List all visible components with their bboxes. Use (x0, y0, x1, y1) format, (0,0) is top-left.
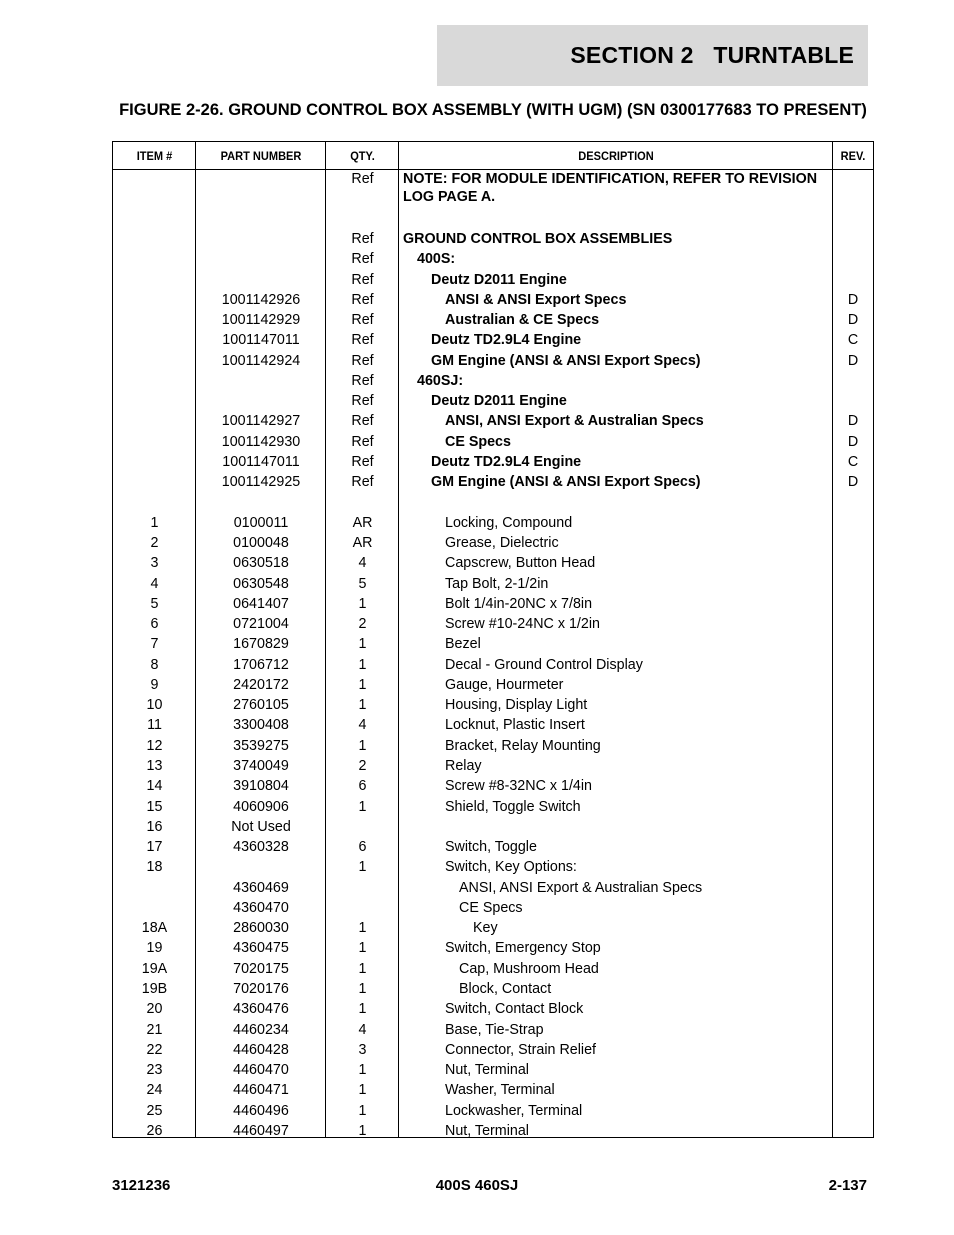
table-row (113, 1020, 873, 1040)
table-row (113, 553, 873, 573)
description-cell: Australian & CE Specs (445, 312, 600, 329)
section-header-box (437, 25, 868, 86)
qty-cell: 1 (358, 737, 367, 754)
qty-cell: 6 (358, 778, 367, 795)
qty-cell: 1 (358, 920, 367, 937)
table-row (113, 290, 873, 310)
rev-cell: D (847, 413, 859, 430)
qty-cell: 2 (358, 758, 367, 775)
qty-cell: Ref (351, 453, 374, 470)
description-cell: Gauge, Hourmeter (445, 676, 564, 693)
description-cell: Block, Contact (459, 980, 552, 997)
item-number-cell: 8 (150, 656, 159, 673)
table-row (113, 898, 873, 918)
qty-cell: Ref (351, 474, 374, 491)
header-qty: QTY. (350, 149, 375, 163)
part-number-cell: 7020175 (233, 960, 289, 977)
qty-cell: 4 (358, 1021, 367, 1038)
table-row (113, 594, 873, 614)
table-row (113, 1080, 873, 1100)
qty-cell: 1 (358, 859, 367, 876)
description-cell: ANSI & ANSI Export Specs (445, 291, 627, 308)
part-number-cell: 3910804 (233, 778, 289, 795)
qty-cell: 1 (358, 656, 367, 673)
table-row (113, 249, 873, 269)
table-row (113, 493, 873, 513)
item-number-cell: 7 (150, 636, 159, 653)
part-number-cell: 2420172 (233, 676, 289, 693)
table-row (113, 736, 873, 756)
qty-cell: 6 (358, 839, 367, 856)
table-row (113, 857, 873, 877)
footer-page-number: 2-137 (828, 1177, 867, 1194)
description-cell: GM Engine (ANSI & ANSI Export Specs) (431, 474, 701, 491)
qty-cell: 1 (358, 1122, 367, 1139)
description-cell: Bezel (445, 636, 481, 653)
rev-cell: C (847, 332, 859, 349)
description-cell: Capscrew, Button Head (445, 555, 596, 572)
table-row (113, 959, 873, 979)
item-number-cell: 25 (146, 1102, 163, 1119)
table-row (113, 371, 873, 391)
table-row (113, 878, 873, 898)
qty-cell: 1 (358, 636, 367, 653)
table-row (113, 513, 873, 533)
table-row (113, 330, 873, 350)
footer-doc-number: 3121236 (112, 1177, 171, 1194)
description-cell: Lockwasher, Terminal (445, 1102, 583, 1119)
item-number-cell: 14 (146, 778, 163, 795)
part-number-cell: 4360469 (233, 879, 289, 896)
table-row (113, 999, 873, 1019)
part-number-cell: 3740049 (233, 758, 289, 775)
table-row (113, 1101, 873, 1121)
table-row (113, 837, 873, 857)
qty-cell: Ref (351, 231, 374, 247)
table-row (113, 452, 873, 472)
description-cell: CE Specs (459, 899, 523, 916)
table-row (113, 695, 873, 715)
part-number-cell: 4460470 (233, 1062, 289, 1079)
item-number-cell: 16 (146, 818, 163, 835)
rev-cell: C (847, 453, 859, 470)
description-cell: Connector, Strain Relief (445, 1041, 596, 1058)
item-number-cell: 2 (150, 535, 159, 552)
item-number-cell: 4 (150, 575, 159, 592)
description-cell: Switch, Contact Block (445, 1001, 584, 1018)
qty-cell: Ref (351, 312, 374, 329)
table-row (113, 1121, 873, 1141)
table-row (113, 614, 873, 634)
description-cell: Base, Tie-Strap (445, 1021, 544, 1038)
rev-cell: D (847, 474, 859, 491)
description-cell: 460SJ: (417, 372, 464, 389)
qty-cell: Ref (351, 393, 374, 410)
item-number-cell: 19B (141, 980, 168, 997)
description-cell: Nut, Terminal (445, 1122, 529, 1139)
qty-cell: Ref (351, 352, 374, 369)
description-cell: Deutz TD2.9L4 Engine (431, 453, 582, 470)
item-number-cell: 12 (146, 737, 163, 754)
description-cell: Decal - Ground Control Display (445, 656, 643, 673)
description-cell: Deutz D2011 Engine (431, 393, 567, 410)
description-cell: Relay (445, 758, 482, 775)
qty-cell: Ref (351, 251, 374, 268)
part-number-cell: 0630548 (233, 575, 289, 592)
table-row (113, 918, 873, 938)
item-number-cell: 13 (146, 758, 163, 775)
qty-cell: 1 (358, 595, 367, 612)
part-number-cell: 1001142930 (221, 433, 301, 450)
rev-cell: D (847, 433, 859, 450)
footer-model: 400S 460SJ (435, 1177, 519, 1194)
figure-title: FIGURE 2-26. GROUND CONTROL BOX ASSEMBLY (WITH UGM) (SN 0300177683 TO PRESENT) (119, 101, 867, 119)
item-number-cell: 19A (141, 960, 168, 977)
parts-table (112, 141, 874, 1138)
part-number-cell: 0630518 (233, 555, 289, 572)
qty-cell: Ref (351, 332, 374, 349)
qty-cell: 2 (358, 616, 367, 633)
qty-cell: 1 (358, 940, 367, 957)
item-number-cell: 11 (147, 717, 162, 734)
item-number-cell: 20 (146, 1001, 163, 1018)
description-cell: Locking, Compound (445, 514, 573, 531)
part-number-cell: 0100011 (233, 514, 289, 531)
item-number-cell: 15 (146, 798, 163, 815)
table-row (113, 655, 873, 675)
part-number-cell: 1001142924 (221, 352, 301, 369)
table-row (113, 1040, 873, 1060)
header-description: DESCRIPTION (578, 149, 654, 163)
item-number-cell: 1 (150, 514, 159, 531)
description-cell: 400S: (417, 251, 456, 268)
header-part-number: PART NUMBER (220, 149, 302, 163)
part-number-cell: 4360476 (233, 1001, 289, 1018)
description-cell: Tap Bolt, 2-1/2in (445, 575, 549, 592)
qty-cell: 1 (358, 960, 367, 977)
part-number-cell: 1001142929 (221, 312, 301, 329)
part-number-cell: 4360475 (233, 940, 289, 957)
qty-cell: 1 (358, 1062, 367, 1079)
item-number-cell: 10 (146, 697, 163, 714)
qty-cell: 1 (358, 697, 367, 714)
qty-cell: Ref (351, 372, 374, 389)
table-row (113, 391, 873, 411)
part-number-cell: 1001142927 (221, 413, 301, 430)
table-row (113, 675, 873, 695)
part-number-cell: 0641407 (233, 595, 289, 612)
qty-cell: 3 (358, 1041, 367, 1058)
part-number-cell: 4060906 (233, 798, 289, 815)
part-number-cell: 1670829 (233, 636, 289, 653)
qty-cell: Ref (351, 433, 374, 450)
description-cell: Key (473, 920, 498, 937)
item-number-cell: 23 (146, 1062, 163, 1079)
part-number-cell: 4460428 (233, 1041, 289, 1058)
table-row (113, 351, 873, 371)
qty-cell: 1 (358, 980, 367, 997)
item-number-cell: 18 (146, 859, 163, 876)
note-qty: Ref (351, 171, 374, 187)
description-cell: Switch, Toggle (445, 839, 537, 856)
table-row (113, 797, 873, 817)
part-number-cell: 7020176 (233, 980, 289, 997)
part-number-cell: 2760105 (233, 697, 289, 714)
table-row (113, 472, 873, 492)
table-row (113, 533, 873, 553)
part-number-cell: 1001142925 (221, 474, 301, 491)
item-number-cell: 22 (146, 1041, 163, 1058)
part-number-cell: 0721004 (233, 616, 289, 633)
table-row (113, 938, 873, 958)
header-rev: REV. (840, 149, 866, 163)
description-cell: Nut, Terminal (445, 1062, 529, 1079)
part-number-cell: 1001147011 (222, 453, 300, 470)
part-number-cell: 0100048 (233, 535, 289, 552)
table-row (113, 310, 873, 330)
description-cell: Switch, Emergency Stop (445, 940, 601, 957)
part-number-cell: 1001142926 (221, 291, 301, 308)
part-number-cell: 1001147011 (222, 332, 300, 349)
qty-cell: 1 (358, 1082, 367, 1099)
table-row (113, 817, 873, 837)
item-number-cell: 3 (150, 555, 159, 572)
table-row (113, 432, 873, 452)
qty-cell: 4 (358, 717, 367, 734)
item-number-cell: 6 (150, 616, 159, 633)
description-cell: Screw #8-32NC x 1/4in (445, 778, 593, 795)
description-cell: Locknut, Plastic Insert (445, 717, 585, 734)
item-number-cell: 9 (150, 676, 159, 693)
qty-cell: Ref (351, 271, 374, 288)
rev-cell: D (847, 312, 859, 329)
rev-cell: D (847, 352, 859, 369)
qty-cell: Ref (351, 291, 374, 308)
section-title: SECTION 2 TURNTABLE (570, 42, 854, 68)
description-cell: CE Specs (445, 433, 511, 450)
description-cell: GROUND CONTROL BOX ASSEMBLIES (403, 231, 673, 247)
description-cell: Bolt 1/4in-20NC x 7/8in (445, 595, 593, 612)
note-text: NOTE: FOR MODULE IDENTIFICATION, REFER TO REVISION LOG PAGE A. (403, 171, 818, 205)
table-row (113, 776, 873, 796)
table-row (113, 756, 873, 776)
qty-cell: Ref (351, 413, 374, 430)
description-cell: Shield, Toggle Switch (445, 798, 581, 815)
qty-cell: 1 (358, 1001, 367, 1018)
description-cell: Cap, Mushroom Head (459, 960, 599, 977)
description-cell: Deutz TD2.9L4 Engine (431, 332, 582, 349)
qty-cell: AR (352, 535, 373, 552)
table-row (113, 229, 873, 249)
table-row (113, 634, 873, 654)
item-number-cell: 18A (141, 920, 168, 937)
description-cell: Washer, Terminal (445, 1082, 555, 1099)
description-cell: Screw #10-24NC x 1/2in (445, 616, 600, 633)
part-number-cell: 4460497 (233, 1122, 289, 1139)
note-row (113, 169, 873, 209)
description-cell: ANSI, ANSI Export & Australian Specs (459, 879, 703, 896)
description-cell: Grease, Dielectric (445, 535, 559, 552)
description-cell: Housing, Display Light (445, 697, 588, 714)
table-row (113, 979, 873, 999)
part-number-cell: 3539275 (233, 737, 289, 754)
part-number-cell: 4360470 (233, 899, 289, 916)
qty-cell: AR (352, 514, 373, 531)
qty-cell: 1 (358, 798, 367, 815)
part-number-cell: 4460471 (233, 1082, 289, 1099)
part-number-cell: 2860030 (233, 920, 289, 937)
table-row (113, 574, 873, 594)
rev-cell: D (847, 291, 859, 308)
table-row (113, 715, 873, 735)
description-cell: GM Engine (ANSI & ANSI Export Specs) (431, 352, 701, 369)
part-number-cell: 4360328 (233, 839, 289, 856)
part-number-cell: 4460496 (233, 1102, 289, 1119)
item-number-cell: 21 (146, 1021, 163, 1038)
description-cell: Switch, Key Options: (445, 859, 577, 876)
qty-cell: 4 (358, 555, 367, 572)
item-number-cell: 5 (150, 595, 159, 612)
table-row (113, 411, 873, 431)
item-number-cell: 26 (146, 1122, 163, 1139)
part-number-cell: 4460234 (233, 1021, 289, 1038)
table-row (113, 1060, 873, 1080)
qty-cell: 1 (358, 676, 367, 693)
description-cell: Bracket, Relay Mounting (445, 737, 601, 754)
item-number-cell: 17 (146, 839, 163, 856)
item-number-cell: 24 (146, 1082, 163, 1099)
part-number-cell: 1706712 (233, 656, 289, 673)
qty-cell: 5 (358, 575, 367, 592)
part-number-cell: 3300408 (233, 717, 289, 734)
description-cell: Deutz D2011 Engine (431, 271, 567, 288)
header-item: ITEM # (136, 149, 173, 163)
qty-cell: 1 (358, 1102, 367, 1119)
item-number-cell: 19 (146, 940, 163, 957)
table-row (113, 270, 873, 290)
part-number-cell: Not Used (231, 818, 291, 835)
description-cell: ANSI, ANSI Export & Australian Specs (445, 413, 704, 430)
